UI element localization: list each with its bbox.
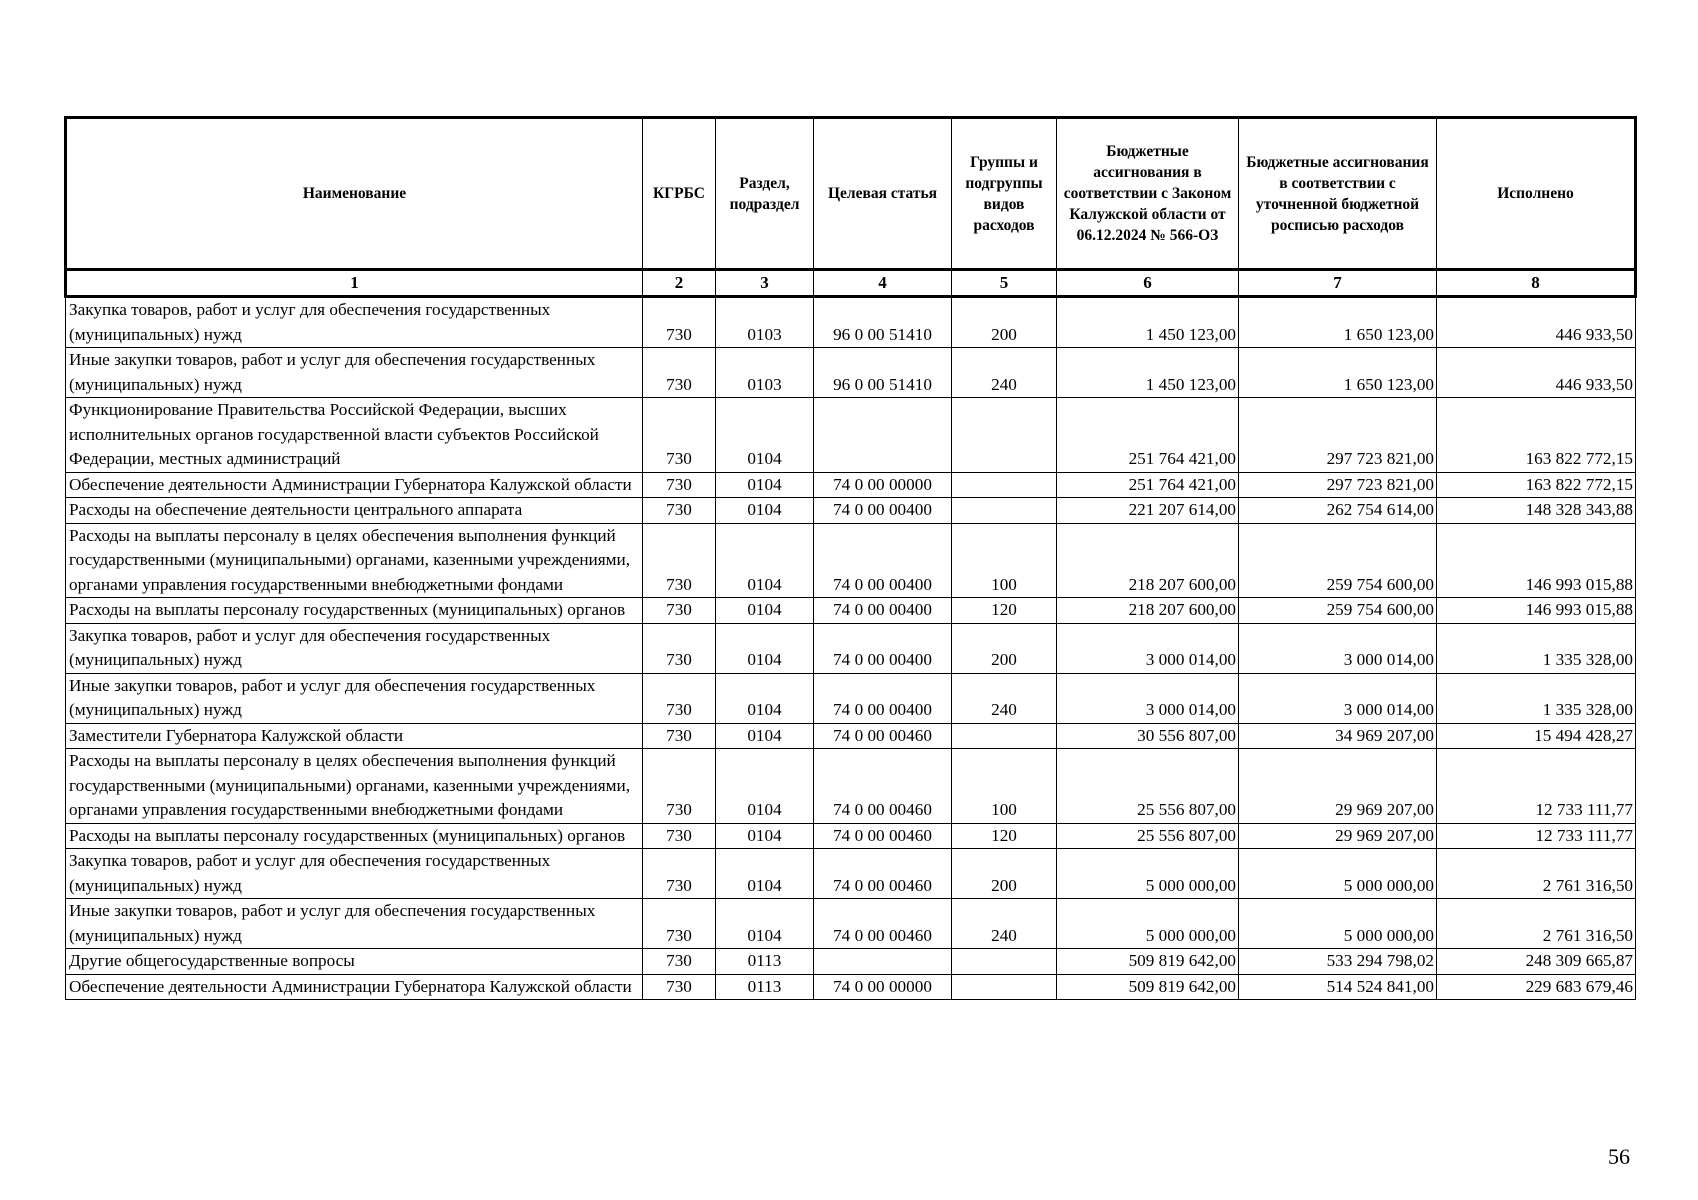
cell-ispolneno: 2 761 316,50 <box>1437 899 1636 949</box>
cell-kgrbs: 730 <box>643 398 716 473</box>
cell-ispolneno: 248 309 665,87 <box>1437 949 1636 975</box>
cell-razdel: 0104 <box>716 899 814 949</box>
cell-vid <box>952 974 1057 1000</box>
cell-vid <box>952 498 1057 524</box>
header-naimenovanie: Наименование <box>66 118 643 270</box>
cell-celevaya: 74 0 00 00400 <box>814 673 952 723</box>
cell-celevaya: 96 0 00 51410 <box>814 297 952 348</box>
cell-vid <box>952 723 1057 749</box>
table-row <box>66 823 1636 849</box>
cell-celevaya: 96 0 00 51410 <box>814 348 952 398</box>
cell-ispolneno: 12 733 111,77 <box>1437 749 1636 824</box>
cell-celevaya: 74 0 00 00000 <box>814 472 952 498</box>
table-body <box>66 297 1636 1000</box>
cell-vid: 240 <box>952 348 1057 398</box>
cell-celevaya: 74 0 00 00460 <box>814 723 952 749</box>
budget-table <box>64 116 1637 1000</box>
cell-kgrbs: 730 <box>643 297 716 348</box>
cell-name: Расходы на обеспечение деятельности центрального аппарата <box>66 498 643 524</box>
cell-kgrbs: 730 <box>643 849 716 899</box>
cell-razdel: 0104 <box>716 598 814 624</box>
cell-name: Расходы на выплаты персоналу государственных (муниципальных) органов <box>66 823 643 849</box>
column-number: 3 <box>716 270 814 297</box>
cell-rospis: 29 969 207,00 <box>1239 823 1437 849</box>
cell-vid: 120 <box>952 823 1057 849</box>
cell-name: Функционирование Правительства Российской Федерации, высших исполнительных органов государственной власти субъектов Российской Федерации, местных администраций <box>66 398 643 473</box>
cell-kgrbs: 730 <box>643 472 716 498</box>
table-row <box>66 523 1636 598</box>
header-row <box>66 118 1636 270</box>
cell-vid: 100 <box>952 749 1057 824</box>
table-row <box>66 623 1636 673</box>
cell-ispolneno: 15 494 428,27 <box>1437 723 1636 749</box>
cell-name: Заместители Губернатора Калужской области <box>66 723 643 749</box>
header-kgrbs: КГРБС <box>643 118 716 270</box>
table-row <box>66 297 1636 348</box>
table-row <box>66 974 1636 1000</box>
cell-law: 221 207 614,00 <box>1057 498 1239 524</box>
cell-rospis: 297 723 821,00 <box>1239 472 1437 498</box>
column-number: 2 <box>643 270 716 297</box>
column-number: 6 <box>1057 270 1239 297</box>
cell-kgrbs: 730 <box>643 498 716 524</box>
cell-celevaya: 74 0 00 00000 <box>814 974 952 1000</box>
column-number: 1 <box>66 270 643 297</box>
cell-ispolneno: 163 822 772,15 <box>1437 398 1636 473</box>
column-number: 4 <box>814 270 952 297</box>
table-row <box>66 598 1636 624</box>
cell-rospis: 259 754 600,00 <box>1239 523 1437 598</box>
cell-ispolneno: 446 933,50 <box>1437 348 1636 398</box>
cell-celevaya <box>814 949 952 975</box>
cell-rospis: 1 650 123,00 <box>1239 297 1437 348</box>
cell-kgrbs: 730 <box>643 523 716 598</box>
cell-ispolneno: 1 335 328,00 <box>1437 623 1636 673</box>
table-row <box>66 899 1636 949</box>
cell-law: 218 207 600,00 <box>1057 523 1239 598</box>
cell-vid <box>952 398 1057 473</box>
page-number: 56 <box>1608 1144 1630 1169</box>
cell-name: Расходы на выплаты персоналу в целях обеспечения выполнения функций государственными (муниципальными) органами, казенными учреждениями, органами управления государственными внебюджетными фондами <box>66 749 643 824</box>
cell-rospis: 533 294 798,02 <box>1239 949 1437 975</box>
cell-kgrbs: 730 <box>643 823 716 849</box>
cell-ispolneno: 446 933,50 <box>1437 297 1636 348</box>
cell-vid: 200 <box>952 297 1057 348</box>
header-vid-raskhodov: Группы и подгруппы видов расходов <box>952 118 1057 270</box>
cell-ispolneno: 1 335 328,00 <box>1437 673 1636 723</box>
cell-law: 25 556 807,00 <box>1057 823 1239 849</box>
cell-razdel: 0104 <box>716 673 814 723</box>
cell-razdel: 0113 <box>716 974 814 1000</box>
cell-vid: 120 <box>952 598 1057 624</box>
header-razdel: Раздел, подраздел <box>716 118 814 270</box>
cell-kgrbs: 730 <box>643 949 716 975</box>
cell-ispolneno: 146 993 015,88 <box>1437 523 1636 598</box>
cell-vid: 100 <box>952 523 1057 598</box>
cell-name: Иные закупки товаров, работ и услуг для обеспечения государственных (муниципальных) нужд <box>66 673 643 723</box>
column-number-row <box>66 270 1636 297</box>
header-assignovaniya-rospis: Бюджетные ассигнования в соответствии с уточненной бюджетной росписью расходов <box>1239 118 1437 270</box>
cell-name: Обеспечение деятельности Администрации Губернатора Калужской области <box>66 974 643 1000</box>
cell-name: Расходы на выплаты персоналу в целях обеспечения выполнения функций государственными (муниципальными) органами, казенными учреждениями, органами управления государственными внебюджетными фондами <box>66 523 643 598</box>
cell-razdel: 0104 <box>716 723 814 749</box>
cell-rospis: 514 524 841,00 <box>1239 974 1437 1000</box>
cell-law: 1 450 123,00 <box>1057 297 1239 348</box>
cell-razdel: 0104 <box>716 823 814 849</box>
cell-vid: 200 <box>952 623 1057 673</box>
cell-vid: 240 <box>952 899 1057 949</box>
cell-name: Закупка товаров, работ и услуг для обеспечения государственных (муниципальных) нужд <box>66 623 643 673</box>
cell-ispolneno: 229 683 679,46 <box>1437 974 1636 1000</box>
cell-rospis: 259 754 600,00 <box>1239 598 1437 624</box>
table-row <box>66 398 1636 473</box>
table-row <box>66 472 1636 498</box>
cell-vid: 240 <box>952 673 1057 723</box>
cell-razdel: 0103 <box>716 348 814 398</box>
cell-razdel: 0103 <box>716 297 814 348</box>
cell-kgrbs: 730 <box>643 899 716 949</box>
cell-celevaya: 74 0 00 00460 <box>814 749 952 824</box>
cell-kgrbs: 730 <box>643 974 716 1000</box>
cell-name: Закупка товаров, работ и услуг для обеспечения государственных (муниципальных) нужд <box>66 849 643 899</box>
cell-rospis: 5 000 000,00 <box>1239 849 1437 899</box>
cell-ispolneno: 163 822 772,15 <box>1437 472 1636 498</box>
table-row <box>66 723 1636 749</box>
cell-rospis: 297 723 821,00 <box>1239 398 1437 473</box>
column-number: 8 <box>1437 270 1636 297</box>
cell-kgrbs: 730 <box>643 723 716 749</box>
header-assignovaniya-zakon: Бюджетные ассигнования в соответствии с Законом Калужской области от 06.12.2024 № 566-ОЗ <box>1057 118 1239 270</box>
table-row <box>66 749 1636 824</box>
cell-razdel: 0104 <box>716 472 814 498</box>
cell-rospis: 3 000 014,00 <box>1239 673 1437 723</box>
cell-law: 3 000 014,00 <box>1057 673 1239 723</box>
cell-razdel: 0104 <box>716 849 814 899</box>
cell-name: Иные закупки товаров, работ и услуг для обеспечения государственных (муниципальных) нужд <box>66 899 643 949</box>
cell-name: Обеспечение деятельности Администрации Губернатора Калужской области <box>66 472 643 498</box>
cell-kgrbs: 730 <box>643 673 716 723</box>
table-row <box>66 673 1636 723</box>
header-ispolneno: Исполнено <box>1437 118 1636 270</box>
cell-razdel: 0104 <box>716 523 814 598</box>
column-number: 7 <box>1239 270 1437 297</box>
table-row <box>66 498 1636 524</box>
cell-razdel: 0104 <box>716 749 814 824</box>
cell-celevaya: 74 0 00 00400 <box>814 523 952 598</box>
cell-razdel: 0104 <box>716 398 814 473</box>
header-celevaya-statya: Целевая статья <box>814 118 952 270</box>
cell-kgrbs: 730 <box>643 749 716 824</box>
cell-kgrbs: 730 <box>643 348 716 398</box>
table-row <box>66 949 1636 975</box>
cell-law: 218 207 600,00 <box>1057 598 1239 624</box>
cell-kgrbs: 730 <box>643 598 716 624</box>
cell-law: 5 000 000,00 <box>1057 899 1239 949</box>
cell-law: 30 556 807,00 <box>1057 723 1239 749</box>
cell-law: 509 819 642,00 <box>1057 974 1239 1000</box>
cell-rospis: 34 969 207,00 <box>1239 723 1437 749</box>
cell-name: Иные закупки товаров, работ и услуг для обеспечения государственных (муниципальных) нужд <box>66 348 643 398</box>
cell-law: 25 556 807,00 <box>1057 749 1239 824</box>
cell-name: Расходы на выплаты персоналу государственных (муниципальных) органов <box>66 598 643 624</box>
cell-vid: 200 <box>952 849 1057 899</box>
cell-vid <box>952 472 1057 498</box>
cell-rospis: 1 650 123,00 <box>1239 348 1437 398</box>
cell-vid <box>952 949 1057 975</box>
cell-celevaya: 74 0 00 00400 <box>814 623 952 673</box>
cell-razdel: 0113 <box>716 949 814 975</box>
cell-razdel: 0104 <box>716 623 814 673</box>
cell-ispolneno: 2 761 316,50 <box>1437 849 1636 899</box>
cell-rospis: 3 000 014,00 <box>1239 623 1437 673</box>
cell-celevaya: 74 0 00 00460 <box>814 899 952 949</box>
cell-celevaya: 74 0 00 00400 <box>814 498 952 524</box>
cell-celevaya: 74 0 00 00400 <box>814 598 952 624</box>
cell-celevaya: 74 0 00 00460 <box>814 823 952 849</box>
cell-law: 251 764 421,00 <box>1057 472 1239 498</box>
column-number: 5 <box>952 270 1057 297</box>
cell-razdel: 0104 <box>716 498 814 524</box>
cell-rospis: 5 000 000,00 <box>1239 899 1437 949</box>
cell-kgrbs: 730 <box>643 623 716 673</box>
cell-law: 1 450 123,00 <box>1057 348 1239 398</box>
table-row <box>66 849 1636 899</box>
cell-law: 5 000 000,00 <box>1057 849 1239 899</box>
cell-law: 251 764 421,00 <box>1057 398 1239 473</box>
cell-celevaya <box>814 398 952 473</box>
cell-name: Другие общегосударственные вопросы <box>66 949 643 975</box>
cell-rospis: 29 969 207,00 <box>1239 749 1437 824</box>
cell-ispolneno: 148 328 343,88 <box>1437 498 1636 524</box>
cell-ispolneno: 12 733 111,77 <box>1437 823 1636 849</box>
cell-law: 509 819 642,00 <box>1057 949 1239 975</box>
cell-law: 3 000 014,00 <box>1057 623 1239 673</box>
cell-ispolneno: 146 993 015,88 <box>1437 598 1636 624</box>
cell-celevaya: 74 0 00 00460 <box>814 849 952 899</box>
table-row <box>66 348 1636 398</box>
cell-name: Закупка товаров, работ и услуг для обеспечения государственных (муниципальных) нужд <box>66 297 643 348</box>
cell-rospis: 262 754 614,00 <box>1239 498 1437 524</box>
